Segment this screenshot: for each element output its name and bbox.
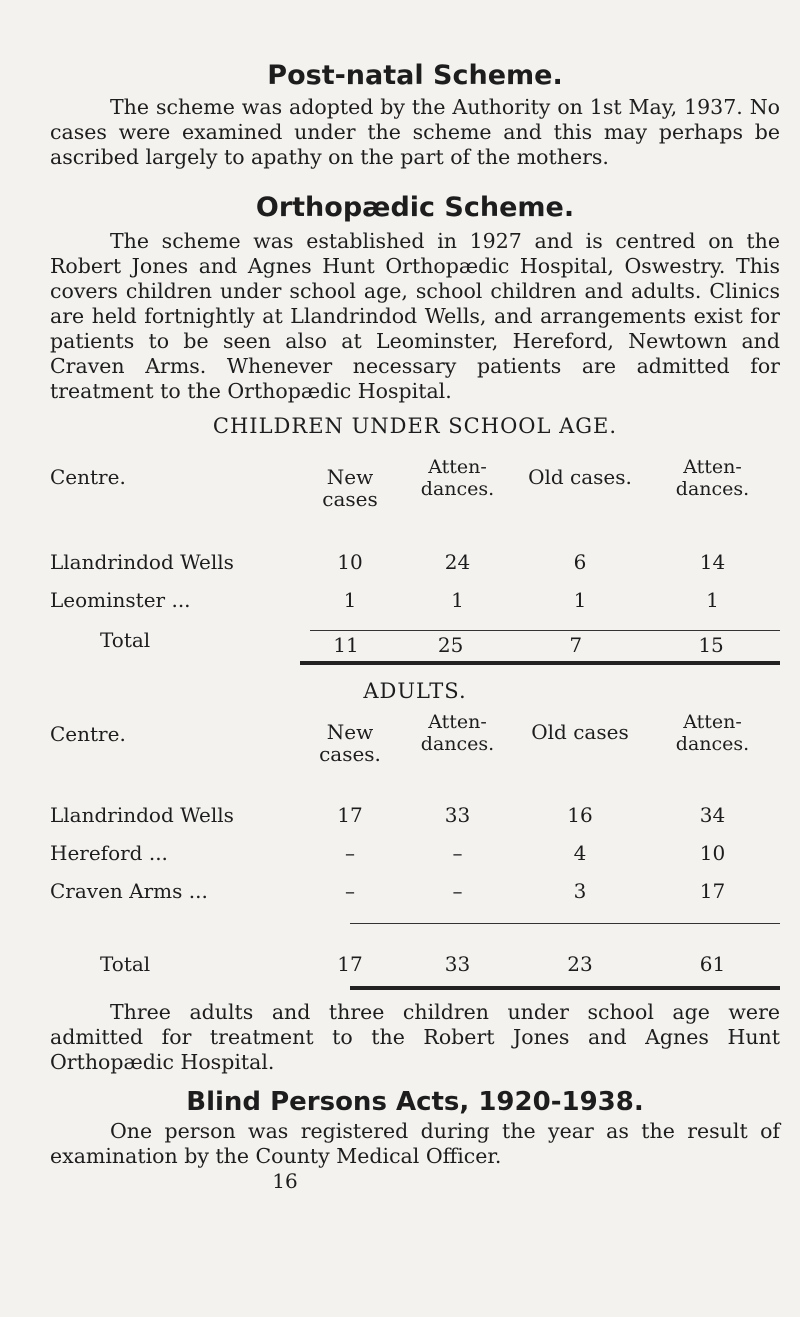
total-attendances: 33 <box>444 952 471 976</box>
total-label: Total <box>100 628 151 652</box>
total-new-cases: 11 <box>333 633 359 657</box>
orthopaedic-heading: Orthopædic Scheme. <box>255 192 575 223</box>
total-old-cases: 23 <box>567 952 593 976</box>
header-centre: Centre. <box>50 722 126 746</box>
row-centre: Craven Arms ... <box>50 879 208 903</box>
row-old-cases: 1 <box>573 588 587 612</box>
row-new-cases: 17 <box>337 803 363 827</box>
row-new-cases: – <box>345 841 355 865</box>
row-attendances: 1 <box>706 588 719 612</box>
header-attendances-top: Atten- <box>683 711 742 733</box>
header-attendances-bottom: dances. <box>420 478 495 500</box>
table-row <box>50 865 780 903</box>
document-page <box>50 60 780 1193</box>
header-centre: Centre. <box>50 465 126 489</box>
row-new-cases: 1 <box>343 588 357 612</box>
header-new-cases: New cases <box>322 465 378 511</box>
table-row <box>50 827 780 865</box>
row-centre: Llandrindod Wells <box>50 803 234 827</box>
blind-heading: Blind Persons Acts, 1920-1938. <box>186 1087 644 1117</box>
row-attendances: 10 <box>699 841 726 865</box>
children-table-title: CHILDREN UNDER SCHOOL AGE. <box>212 414 618 438</box>
rule-line-thick <box>350 986 780 990</box>
table-header-row <box>50 456 780 510</box>
row-centre: Llandrindod Wells <box>50 550 234 574</box>
table-row <box>50 765 780 827</box>
header-old-cases: Old cases <box>531 720 629 744</box>
row-attendances: – <box>452 841 463 865</box>
total-old-cases: 7 <box>569 633 583 657</box>
table-total-row <box>50 612 780 665</box>
postnatal-paragraph: The scheme was adopted by the Authority on 1st May, 1937. No cases were examined under the scheme and this may perhaps be ascribed largely to apathy on the part of the mothers. <box>50 95 780 169</box>
total-new-cases: 17 <box>337 952 363 976</box>
header-attendances-top: Atten- <box>428 456 487 478</box>
admitted-note: Three adults and three children under school age were admitted for treatment to the Robert Jones and Agnes Hunt Orthopædic Hospital. <box>50 1000 780 1074</box>
row-old-cases: 4 <box>573 841 587 865</box>
total-attendances: 25 <box>437 633 464 657</box>
header-attendances-bottom: dances. <box>675 733 750 755</box>
orthopaedic-paragraph: The scheme was established in 1927 and is centred on the Robert Jones and Agnes Hunt Orthopædic Hospital, Oswestry. This covers children under school age, school children and adults. Clinics are held fortnightly at Llandrindod Wells, and arrangements exist for patients to be seen also at Leominster, Hereford, Newtown and Craven Arms. Whenever necessary patients are admitted for treatment to the Orthopædic Hospital. <box>50 229 780 403</box>
total-label: Total <box>100 952 151 976</box>
row-attendances: 24 <box>444 550 471 574</box>
header-new-cases: New cases. <box>319 720 381 766</box>
header-attendances-top: Atten- <box>683 456 742 478</box>
page-number: 16 <box>272 1169 298 1193</box>
total-attendances: 61 <box>699 952 726 976</box>
header-attendances-bottom: dances. <box>420 733 495 755</box>
table-header-row <box>50 711 780 765</box>
row-old-cases: 6 <box>573 550 587 574</box>
row-new-cases: 10 <box>337 550 363 574</box>
row-attendances: – <box>452 879 463 903</box>
row-old-cases: 16 <box>567 803 593 827</box>
table-total-row <box>50 903 780 924</box>
header-attendances-top: Atten- <box>428 711 487 733</box>
table-total-row <box>50 924 780 976</box>
row-new-cases: – <box>345 879 355 903</box>
row-centre: Leominster ... <box>50 588 191 612</box>
row-attendances: 17 <box>699 879 726 903</box>
row-attendances: 33 <box>444 803 471 827</box>
header-attendances-bottom: dances. <box>675 478 750 500</box>
row-centre: Hereford ... <box>50 841 168 865</box>
total-attendances: 15 <box>698 633 724 657</box>
adults-table-title: ADULTS. <box>363 679 467 703</box>
postnatal-heading: Post-natal Scheme. <box>267 60 563 91</box>
row-attendances: 34 <box>699 803 726 827</box>
total-values <box>300 631 780 665</box>
children-table <box>50 456 780 665</box>
table-row <box>50 510 780 574</box>
header-old-cases: Old cases. <box>528 465 632 489</box>
adults-table <box>50 711 780 990</box>
table-row <box>50 574 780 612</box>
row-old-cases: 3 <box>573 879 587 903</box>
blind-paragraph: One person was registered during the year as the result of examination by the County Medical Officer. <box>50 1119 780 1168</box>
row-attendances: 14 <box>699 550 726 574</box>
row-attendances: 1 <box>451 588 464 612</box>
